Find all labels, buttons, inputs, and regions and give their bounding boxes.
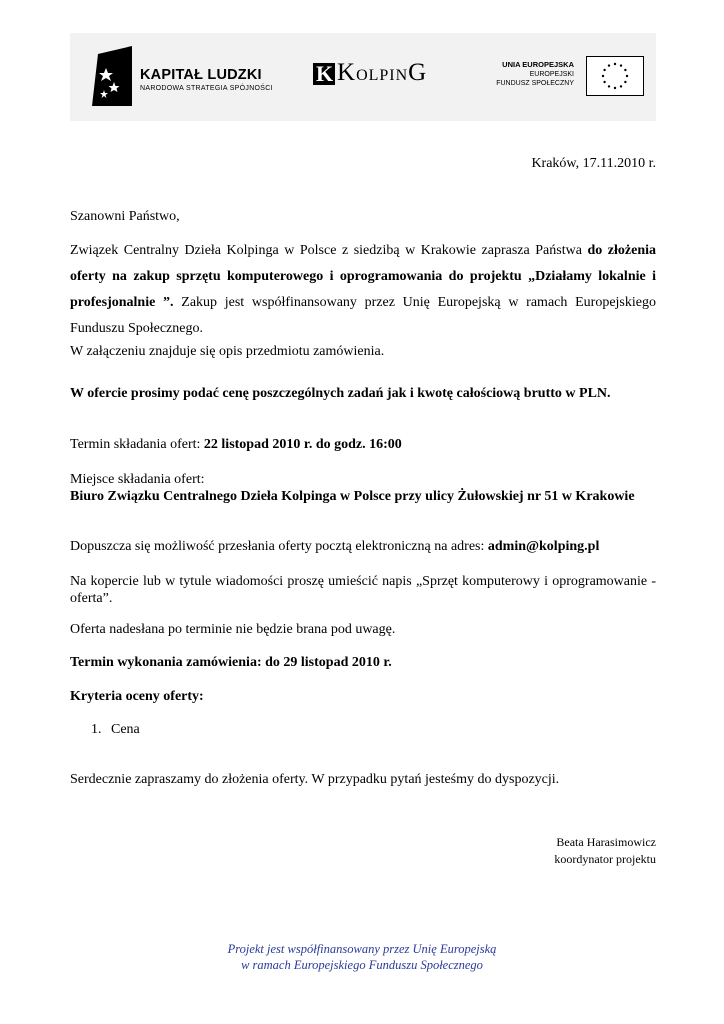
late-note: Oferta nadesłana po terminie nie będzie brana pod uwagę. (70, 622, 396, 637)
offer-place (70, 471, 656, 505)
greeting: Szanowni Państwo, (70, 209, 180, 224)
intro-part2: Zakup jest współfinansowany przez Unię Europejską w ramach Europejskiego Funduszu Społecznego. (70, 295, 656, 336)
kl-subtitle: NARODOWA STRATEGIA SPÓJNOŚCI (140, 85, 273, 92)
email-address-link[interactable]: admin@kolping.pl (487, 539, 600, 554)
kolping-g: G (408, 59, 428, 86)
completion-deadline (70, 655, 656, 671)
criteria-label: Cena (111, 722, 140, 737)
kolping-emblem-icon (313, 63, 335, 85)
offer-deadline (70, 437, 656, 453)
intro-paragraph (70, 238, 656, 342)
kolping-logo (313, 61, 453, 87)
letter-date: Kraków, 17.11.2010 r. (531, 156, 656, 171)
kl-title: KAPITAŁ LUDZKI (140, 67, 262, 83)
logo-header (70, 33, 656, 121)
eu-logo (494, 56, 644, 98)
signature-block (554, 834, 656, 868)
place-value (70, 488, 656, 505)
deadline-label: Termin składania ofert: (70, 437, 204, 452)
email-note (70, 539, 656, 555)
criteria-title (70, 689, 656, 705)
kolping-olpin: OLPIN (356, 67, 409, 84)
footer-note (0, 941, 724, 973)
signature-name: Beata Harasimowicz (556, 835, 656, 849)
kolping-big-k: K (337, 59, 357, 86)
criteria-title-text: Kryteria oceny oferty: (70, 689, 204, 704)
email-label: Dopuszcza się możliwość przesłania oferty pocztą elektroniczną na adres: (70, 539, 488, 554)
kolping-wordmark (337, 59, 427, 87)
kapital-ludzki-logo (92, 46, 282, 106)
place-value-text: Biuro Związku Centralnego Dzieła Kolpinga w Polsce przy ulicy Żułowskiej nr 51 w Krakowie (70, 489, 635, 504)
footer-line2: w ramach Europejskiego Funduszu Społecznego (241, 958, 483, 972)
eu-line2: EUROPEJSKI (529, 70, 574, 78)
signature-role: koordynator projektu (554, 852, 656, 866)
eu-title: UNIA EUROPEJSKA (502, 60, 574, 69)
deadline-value: 22 listopad 2010 r. do godz. 16:00 (203, 437, 402, 452)
footer-line1: Projekt jest współfinansowany przez Unię Europejską (227, 942, 497, 956)
place-label: Miejsce składania ofert: (70, 472, 205, 487)
price-request (70, 386, 656, 402)
completion-text: Termin wykonania zamówienia: do 29 listopad 2010 r. (70, 655, 392, 670)
criteria-number: 1. (91, 722, 102, 737)
intro-bold: do złożenia oferty na zakup sprzętu komputerowego i oprogramowania do projektu „Działamy lokalnie i profesjonalnie ”. (70, 243, 656, 310)
price-request-text: W ofercie prosimy podać cenę poszczególnych zadań jak i kwotę całościową brutto w PLN. (70, 386, 611, 401)
envelope-note: Na kopercie lub w tytule wiadomości proszę umieścić napis „Sprzęt komputerowy i oprogramowanie - oferta”. (70, 574, 656, 606)
intro-part1: Związek Centralny Dzieła Kolpinga w Polsce z siedzibą w Krakowie zaprasza Państwa (70, 243, 588, 258)
kolping-box-letter: K (316, 61, 334, 86)
list-item (91, 722, 291, 738)
closing-line: Serdecznie zapraszamy do złożenia oferty. W przypadku pytań jesteśmy do dyspozycji. (70, 772, 560, 787)
attachment-note: W załączeniu znajduje się opis przedmiotu zamówienia. (70, 344, 385, 359)
eu-line3: FUNDUSZ SPOŁECZNY (496, 80, 574, 87)
criteria-list (91, 722, 291, 738)
eu-flag-icon (586, 56, 644, 96)
kapital-ludzki-emblem-icon (92, 46, 132, 106)
